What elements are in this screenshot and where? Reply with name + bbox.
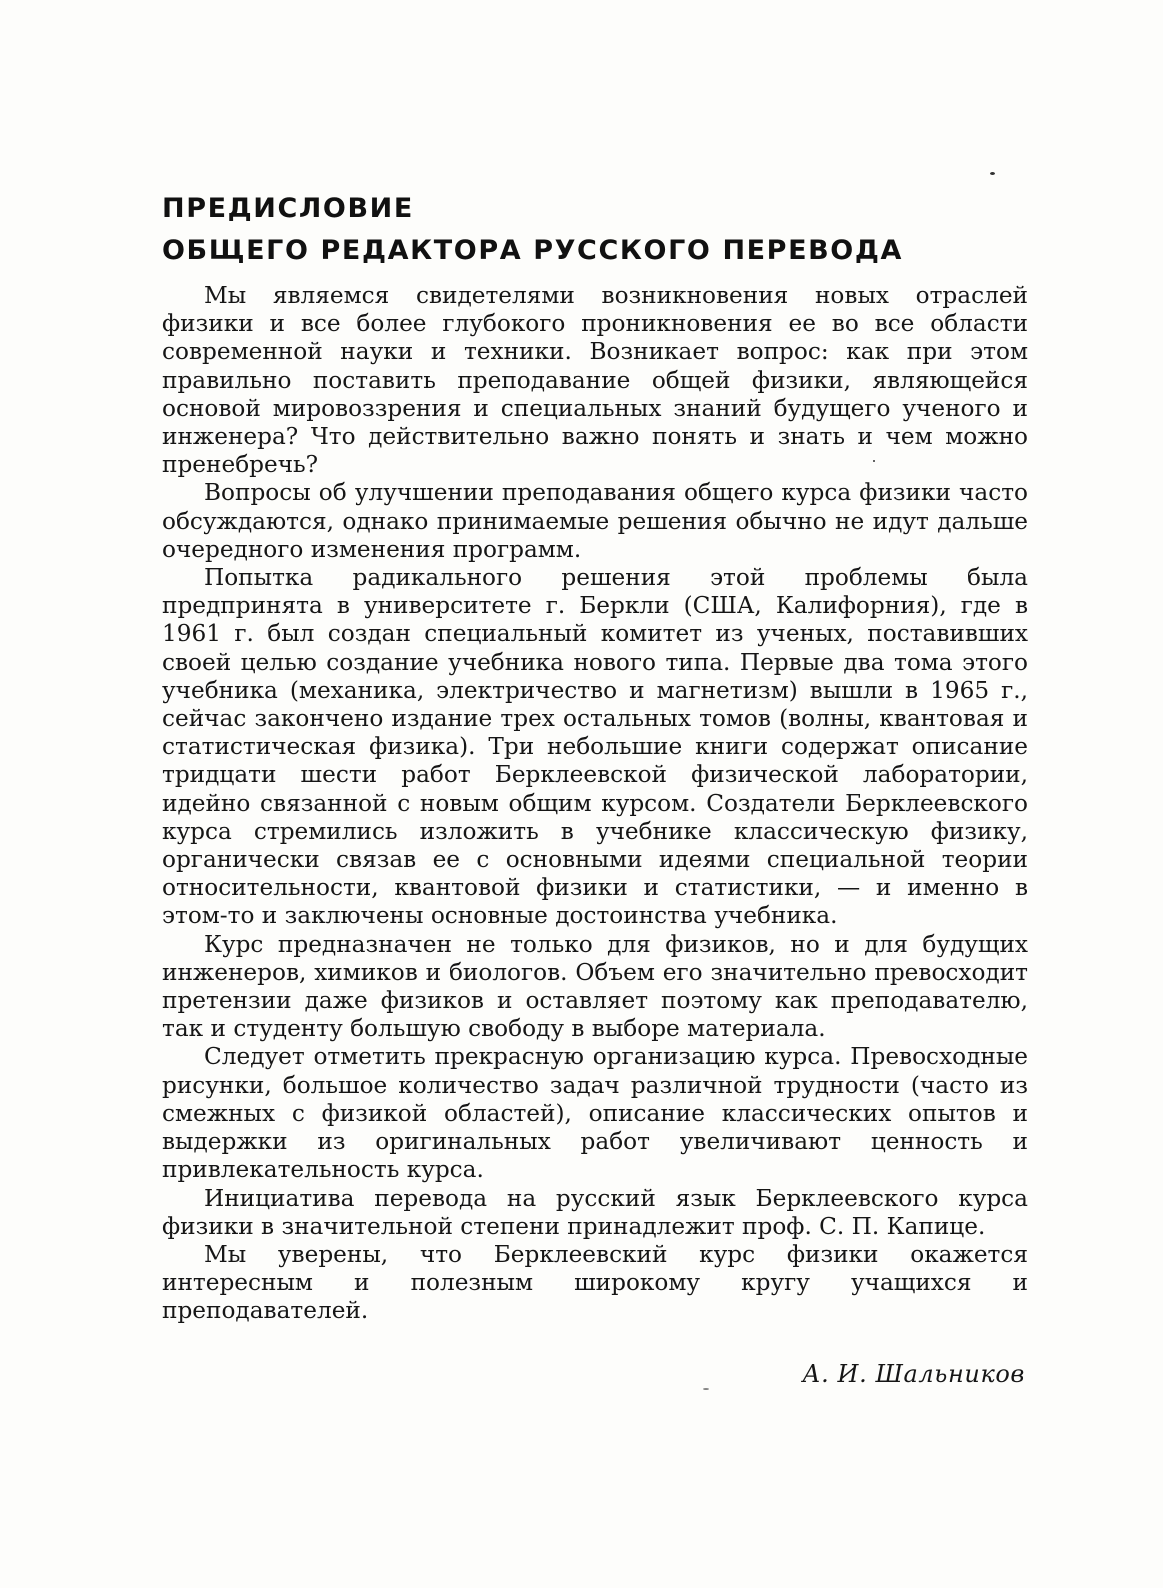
preface-heading	[162, 188, 1042, 272]
paragraph: Инициатива перевода на русский язык Берклеевского курса физики в значительной степени принадлежит проф. С. П. Капице.	[162, 1184, 1028, 1240]
paragraph: Мы уверены, что Берклеевский курс физики окажется интересным и полезным широкому кругу учащихся и преподавателей.	[162, 1240, 1028, 1325]
heading-line-1: ПРЕДИСЛОВИЕ	[162, 193, 414, 224]
preface-body	[162, 282, 1028, 1326]
paragraph: Вопросы об улучшении преподавания общего курса физики часто обсуждаются, однако принимаемые решения обычно не идут дальше очередного изменения программ.	[162, 479, 1028, 563]
print-speck	[990, 172, 995, 175]
heading-line-2: ОБЩЕГО РЕДАКТОРА РУССКОГО ПЕРЕВОДА	[162, 235, 903, 266]
author-signature: А. И. Шальников	[802, 1360, 1025, 1388]
paragraph: Следует отметить прекрасную организацию курса. Превосходные рисунки, большое количество задач различной трудности (часто из смежных с физикой областей), описание классических опытов и выдержки из оригинальных работ увеличивают ценность и привлекательность курса.	[162, 1043, 1028, 1184]
print-speck	[703, 1388, 709, 1390]
paragraph: Попытка радикального решения этой проблемы была предпринята в университете г. Беркли (США, Калифорния), где в 1961 г. был создан специальный комитет из ученых, поставивших своей целью создание учебника нового типа. Первые два тома этого учебника (механика, электричество и магнетизм) вышли в 1965 г., сейчас закончено издание трех остальных томов (волны, квантовая и статистическая физика). Три небольшие книги содержат описание тридцати шести работ Берклеевской физической лаборатории, идейно связанной с новым общим курсом. Создатели Берклеевского курса стремились изложить в учебнике классическую физику, органически связав ее с основными идеями специальной теории относительности, квантовой физики и статистики, — и именно в этом-то и заключены основные достоинства учебника.	[162, 564, 1028, 930]
paragraph: Мы являемся свидетелями возникновения новых отраслей физики и все более глубокого проникновения ее во все области современной науки и техники. Возникает вопрос: как при этом правильно поставить преподавание общей физики, являющейся основой мировоззрения и специальных знаний будущего ученого и инженера? Что действительно важно понять и знать и чем можно пренебречь?	[162, 282, 1028, 479]
paragraph: Курс предназначен не только для физиков, но и для будущих инженеров, химиков и биологов. Объем его значительно превосходит претензии даже физиков и оставляет поэтому как преподавателю, так и студенту большую свободу в выборе материала.	[162, 930, 1028, 1043]
